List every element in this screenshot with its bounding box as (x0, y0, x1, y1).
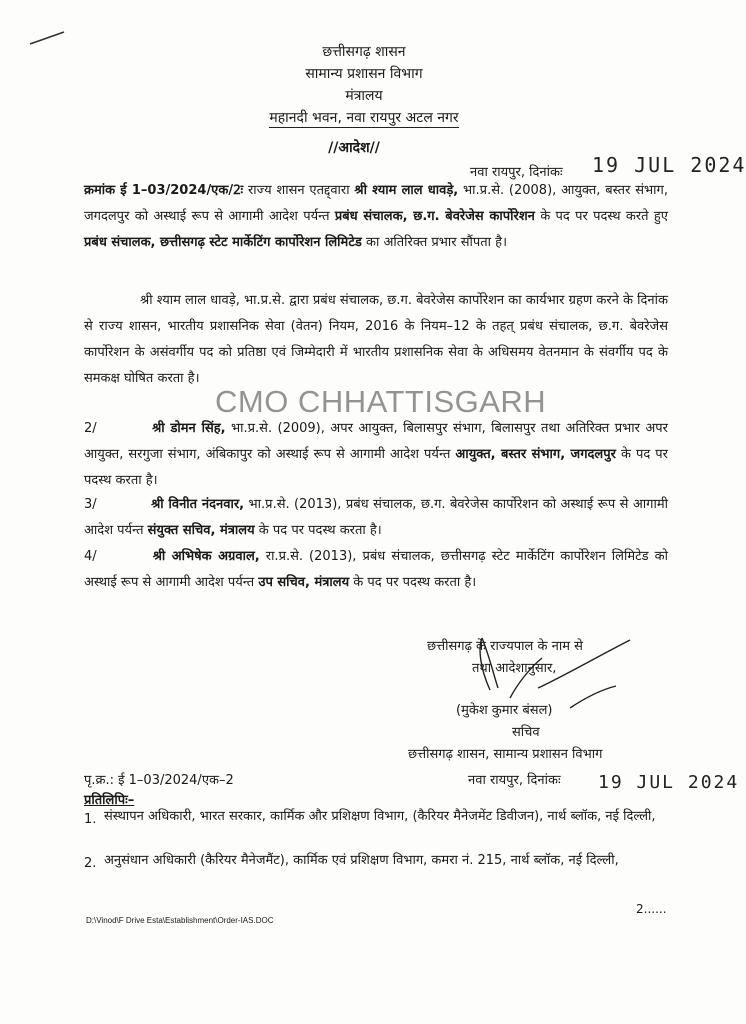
signatory-department: छत्तीसगढ़ शासन, सामान्य प्रशासन विभाग (408, 747, 603, 762)
govt-name: छत्तीसगढ़ शासन (322, 44, 406, 60)
order-paragraph-5: 4/ श्री अभिषेक अग्रवाल, रा.प्र.से. (2013), प्रबंध संचालक, छत्तीसगढ़ स्टेट मार्केटिंग कार्पोरेशन लिमिटेड को अस्थाई रूप से आगामी आदेश पर्यन्त उप सचिव, मंत्रालय के पद पर पदस्थ करता है। (84, 549, 668, 590)
dateline-place: नवा रायपुर, दिनांकः (470, 165, 563, 180)
file-path-footer: D:\Vinod\F Drive Esta\Establishment\Order-IAS.DOC (86, 916, 274, 925)
order-paragraph-3: 2/ श्री डोमन सिंह, भा.प्र.से. (2009), अपर आयुक्त, बिलासपुर संभाग, बिलासपुर तथा अतिरिक्त प्रभार अपर आयुक्त, सरगुजा संभाग, अंबिकापुर को अस्थाई रूप से आगामी आदेश पर्यन्त आयुक्त, बस्तर संभाग, जगदलपुर के पद पर पदस्थ करता है। (84, 421, 668, 488)
order-paragraph-2: श्री श्याम लाल धावड़े, भा.प्र.से. द्वारा प्रबंध संचालक, छ.ग. बेवरेजेस कार्पोरेशन का कार्यभार ग्रहण करने के दिनांक से राज्य शासन, भारतीय प्रशासनिक सेवा (वेतन) नियम, 2016 के नियम–12 के तहत् प्रबंध संचालक, छ.ग. बेवरेजेस कार्पोरेशन के असंवर्गीय पद को प्रतिष्ठा एवं जिम्मेदारी में भारतीय प्रशासनिक सेवा के अधिसमय वेतनमान के संवर्गीय पद के समकक्ष घोषित करता है। (84, 293, 668, 386)
copy-item: अनुसंधान अधिकारी (कैरियर मैनेजमैंट), कार्मिक एवं प्रशिक्षण विभाग, कमरा नं. 215, नार्थ ब्लॉक, नई दिल्ली, (104, 853, 619, 868)
endorsement-place: नवा रायपुर, दिनांकः (468, 773, 561, 788)
page-continuation: 2...... (636, 902, 667, 916)
endorsement-ref: पृ.क्र.: ई 1–03/2024/एक–2 (84, 773, 234, 788)
copy-number: 2. (84, 856, 97, 871)
address-line: महानदी भवन, नवा रायपुर अटल नगर (269, 110, 459, 126)
watermark: CMO CHHATTISGARH (215, 384, 547, 419)
copy-heading: प्रतिलिपिः– (84, 793, 135, 808)
signature-authority-line1: छत्तीसगढ़ के राज्यपाल के नाम से (427, 639, 583, 654)
order-paragraph-1: क्रमांक ई 1–03/2024/एक/2ः राज्य शासन एतद्द्वारा श्री श्याम लाल धावड़े, भा.प्र.से. (2008), आयुक्त, बस्तर संभाग, जगदलपुर को अस्थाई रूप से आगामी आदेश पर्यन्त प्रबंध संचालक, छ.ग. बेवरेजेस कार्पोरेशन के पद पर पदस्थ करते हुए प्रबंध संचालक, छत्तीसगढ़ स्टेट मार्केटिंग कार्पोरेशन लिमिटेड का अतिरिक्त प्रभार सौंपता है। (84, 183, 668, 250)
signatory-designation: सचिव (512, 725, 540, 740)
endorsement-date-stamp: 19 JUL 2024 (598, 772, 740, 793)
ministry-name: मंत्रालय (345, 88, 383, 104)
signatory-name: (मुकेश कुमार बंसल) (456, 703, 553, 718)
signature-authority-line2: तथा आदेशानुसार, (472, 661, 557, 676)
order-paragraph-4: 3/ श्री विनीत नंदनवार, भा.प्र.से. (2013), प्रबंध संचालक, छ.ग. बेवरेजेस कार्पोरेशन को अस्थाई रूप से आगामी आदेश पर्यन्त संयुक्त सचिव, मंत्रालय के पद पर पदस्थ करता है। (84, 497, 668, 538)
order-title: //आदेश// (328, 140, 380, 156)
copy-item: संस्थापन अधिकारी, भारत सरकार, कार्मिक और प्रशिक्षण विभाग, (कैरियर मैनेजमेंट डिवीजन), नार्थ ब्लॉक, नई दिल्ली, (104, 809, 656, 824)
date-stamp: 19 JUL 2024 (592, 153, 746, 177)
department-name: सामान्य प्रशासन विभाग (305, 66, 423, 82)
copy-number: 1. (84, 812, 97, 827)
